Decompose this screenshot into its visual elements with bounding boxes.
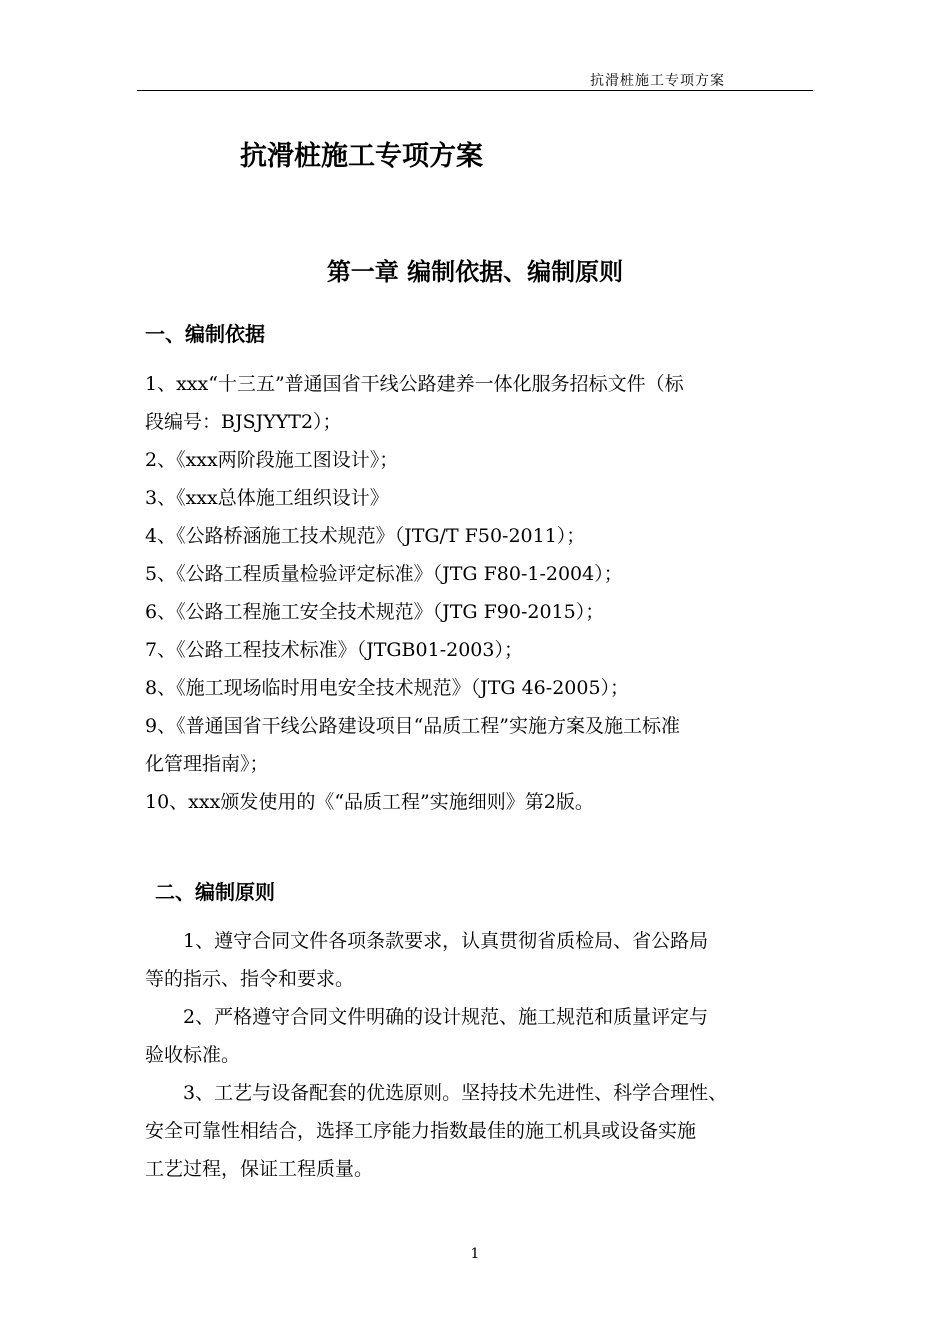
paragraph-line: 3、工艺与设备配套的优选原则。坚持技术先进性、科学合理性、 [145,1082,728,1104]
list-item: 3、《xxx总体施工组织设计》 [145,487,389,509]
chapter-title: 第一章 编制依据、编制原则 [326,258,624,286]
paragraph-line: 2、严格遵守合同文件明确的设计规范、施工规范和质量评定与 [145,1006,709,1028]
list-item: 6、《公路工程施工安全技术规范》（JTG F90-2015）； [145,601,605,623]
section-heading-principles: 二、编制原则 [155,880,275,904]
header-text: 抗滑桩施工专项方案 [590,73,725,89]
page-number: 1 [470,1246,480,1262]
list-item: 2、《xxx两阶段施工图设计》； [145,449,399,471]
document-title: 抗滑桩施工专项方案 [240,141,483,172]
paragraph-line: 安全可靠性相结合，选择工序能力指数最佳的施工机具或设备实施 [145,1120,697,1142]
list-item: 10、xxx颁发使用的《“品质工程”实施细则》第2版。 [145,791,594,813]
list-item: 9、《普通国省干线公路建设项目“品质工程”实施方案及施工标准 [145,715,681,737]
page-header [137,70,813,91]
list-item: 段编号：BJSJYYT2）； [145,411,342,433]
paragraph-line: 工艺过程，保证工程质量。 [145,1158,374,1180]
paragraph-line: 等的指示、指令和要求。 [145,968,355,990]
basis-list [145,365,825,821]
paragraph-line: 验收标准。 [145,1044,241,1066]
list-item: 5、《公路工程质量检验评定标准》（JTG F80-1-2004）； [145,563,623,585]
list-item: 化管理指南》； [145,753,269,775]
list-item: 1、xxx“十三五”普通国省干线公路建养一体化服务招标文件（标 [145,373,684,395]
principles-text [145,922,825,1188]
paragraph-line: 1、遵守合同文件各项条款要求，认真贯彻省质检局、省公路局 [145,930,709,952]
list-item: 8、《施工现场临时用电安全技术规范》（JTG 46-2005）； [145,677,630,699]
section-heading-basis: 一、编制依据 [145,322,265,346]
list-item: 4、《公路桥涵施工技术规范》（JTG/T F50-2011）； [145,525,586,547]
list-item: 7、《公路工程技术标准》（JTGB01-2003）； [145,639,523,661]
